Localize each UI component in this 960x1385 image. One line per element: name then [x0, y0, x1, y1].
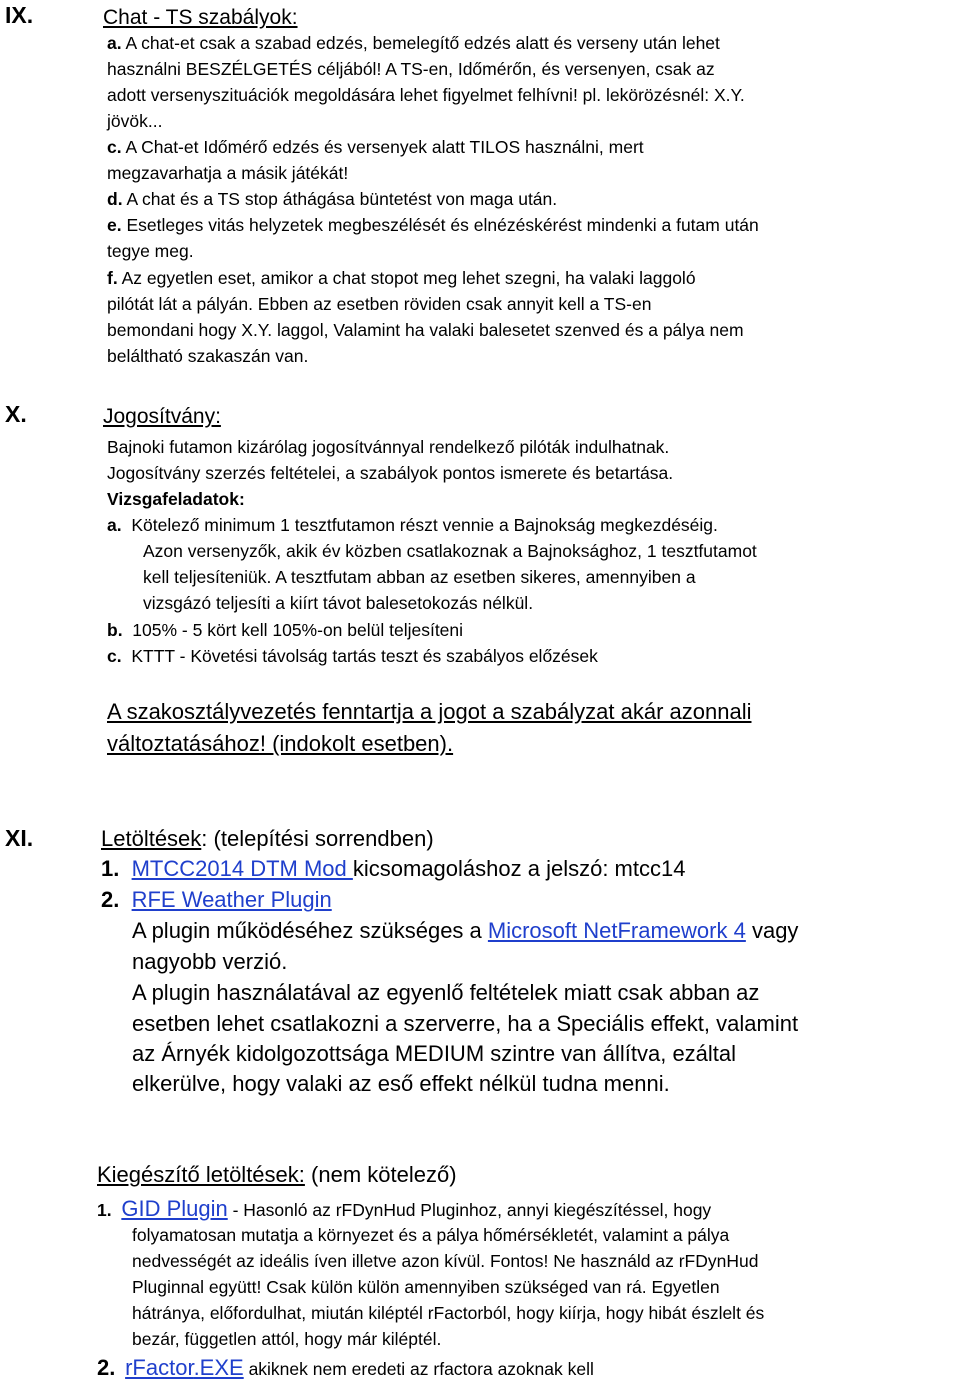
- extra-item-1: [97, 1196, 711, 1222]
- rule-label: c.: [107, 646, 122, 666]
- extras-title: [97, 1162, 457, 1188]
- rule-ix-d-line1: [107, 189, 557, 210]
- mtcc-dtm-mod-link[interactable]: MTCC2014 DTM Mod: [131, 856, 353, 881]
- rule-text: Esetleges vitás helyzetek megbeszélését és elnézéskérést mindenki a futam után: [126, 215, 759, 235]
- section-x-title: Jogosítvány:: [103, 405, 221, 428]
- download-item-2-line4: esetben lehet csatlakozni a szerverre, ha a Speciális effekt, valamint: [132, 1011, 799, 1036]
- section-xi-title: [101, 826, 434, 852]
- downloads-subtitle: : (telepítési sorrendben): [201, 826, 434, 851]
- rule-label: e.: [107, 215, 122, 235]
- extras-subtitle: (nem kötelező): [304, 1162, 457, 1187]
- notice-line-1: A szakosztályvezetés fenntartja a jogot a szabályzat akár azonnali: [107, 699, 752, 724]
- rule-text: 105% - 5 kört kell 105%-on belül teljesíteni: [132, 620, 464, 640]
- rule-ix-a-line1: [107, 33, 720, 54]
- download-item-2-line6: elkerülve, hogy valaki az eső effekt nélkül tudna menni.: [132, 1071, 670, 1096]
- rfactor-exe-link[interactable]: [125, 1355, 244, 1380]
- exam-heading: Vizsgafeladatok:: [107, 489, 245, 509]
- rule-ix-c-line2: megzavarhatja a másik játékát!: [107, 163, 349, 183]
- download-item-2: [101, 887, 332, 913]
- rule-label: d.: [107, 189, 123, 209]
- rfe-weather-plugin-link[interactable]: RFE Weather Plugin: [131, 887, 332, 912]
- rule-ix-a-line2: használni BESZÉLGETÉS céljából! A TS-en, Időmérőn, és versenyen, csak az: [107, 59, 715, 79]
- rule-label: c.: [107, 137, 122, 157]
- notice-line-2: változtatásához! (indokolt esetben).: [107, 731, 454, 756]
- rule-ix-a-line4: jövök...: [107, 111, 163, 131]
- extras-title-main: Kiegészítő letöltések:: [97, 1162, 305, 1187]
- exam-b-line1: [107, 620, 463, 641]
- rule-ix-f-line3: bemondani hogy X.Y. laggol, Valamint ha valaki balesetet szenved és a pálya nem: [107, 320, 744, 340]
- exam-a-line3: kell teljesíteniük. A tesztfutam abban az esetben sikeres, amennyiben a: [143, 567, 696, 587]
- extra-item-1-line6: bezár, független attól, hogy már kiléptél.: [132, 1329, 442, 1349]
- extra-item-1-line3: nedvességét az ideális íven illetve azon kívül. Fontos! Ne használd az rFDynHud: [132, 1251, 759, 1271]
- section-xi-number: XI.: [5, 825, 34, 851]
- rule-ix-e-line1: [107, 215, 759, 236]
- item-number: 1.: [101, 856, 120, 881]
- rule-ix-c-line1: [107, 137, 644, 158]
- extra-item-2: [97, 1355, 594, 1381]
- extra-item-1-line5: hátránya, előfordulhat, miután kiléptél rFactorból, hogy kiírja, hogy hibát észlelt és: [132, 1303, 765, 1323]
- rule-text: A chat és a TS stop áthágása büntetést von maga után.: [126, 189, 558, 209]
- section-ix-title: Chat - TS szabályok:: [103, 6, 298, 29]
- rule-label: f.: [107, 268, 118, 288]
- rule-ix-a-line3: adott versenyszituációk megoldására lehet figyelmet felhívni! pl. leköröz​ésnél: X.Y.: [107, 85, 745, 105]
- item-text: akiknek nem eredeti az rfactora azoknak kell: [243, 1359, 594, 1379]
- section-ix-number: IX.: [5, 2, 34, 28]
- item-number: 2.: [101, 887, 120, 912]
- download-item-2-line1: [132, 918, 798, 944]
- rule-text: KTTT - Követési távolság tartás teszt és szabályos előzések: [131, 646, 598, 666]
- item-number: 2.: [97, 1355, 116, 1380]
- gid-plugin-link[interactable]: GID Plugin: [121, 1196, 228, 1221]
- item-text: - Hasonló az rFDynHud Pluginhoz, annyi kiegészítéssel, hogy: [227, 1200, 712, 1220]
- exam-a-line2: Azon versenyzők, akik év közben csatlakoznak a Bajnoksághoz, 1 tesztfutamot: [143, 541, 757, 561]
- rule-label: b.: [107, 620, 123, 640]
- rule-label: a.: [107, 33, 122, 53]
- license-paragraph-1: Bajnoki futamon kizárólag jogosítvánnyal rendelkező pilóták indulhatnak.: [107, 437, 670, 457]
- item-number: 1.: [97, 1200, 112, 1220]
- download-item-2-line3: A plugin használatával az egyenlő feltételek miatt csak abban az: [132, 980, 760, 1005]
- download-item-2-line5: az Árnyék kidolgozottsága MEDIUM szintre van állítva, ezáltal: [132, 1041, 737, 1066]
- rule-ix-f-line2: pilótát lát a pályán. Ebben az esetben röviden csak annyit kell a TS-en: [107, 294, 652, 314]
- downloads-title: Letöltések: [101, 826, 202, 851]
- license-paragraph-2: Jogosítvány szerzés feltételei, a szabályok pontos ismerete és betartása.: [107, 463, 674, 483]
- exam-a-line4: vizsgázó teljesíti a kiírt távot balesetokozás nélkül.: [143, 593, 534, 613]
- item-text: vagy: [745, 918, 799, 943]
- rule-text: Kötelező minimum 1 tesztfutamon részt vennie a Bajnokság megkezdéséig.: [131, 515, 718, 535]
- rfactor-link-part[interactable]: rFactor: [125, 1355, 194, 1380]
- download-item-2-line2: nagyobb verzió.: [132, 949, 288, 974]
- rule-label: a.: [107, 515, 122, 535]
- item-text: A plugin működéséhez szükséges a: [132, 918, 488, 943]
- rule-text: Az egyetlen eset, amikor a chat stopot meg lehet szegni, ha valaki laggoló: [121, 268, 696, 288]
- section-x-number: X.: [5, 401, 27, 427]
- rule-text: A chat-et csak a szabad edzés, bemelegítő edzés alatt és verseny után lehet: [125, 33, 720, 53]
- extra-item-1-line4: Pluginnal együtt! Csak külön külön amennyiben szükséged van rá. Egyetlen: [132, 1277, 720, 1297]
- rule-ix-f-line1: [107, 268, 696, 289]
- rule-text: A Chat-et Időmérő edzés és versenyek alatt TILOS használni, mert: [125, 137, 644, 157]
- extra-item-1-line2: folyamatosan mutatja a környezet és a pálya hőmérsékletét, valamint a pálya: [132, 1225, 730, 1245]
- rule-ix-e-line2: tegye meg.: [107, 241, 194, 261]
- exam-a-line1: [107, 515, 718, 536]
- download-item-1: [101, 856, 685, 882]
- exam-c-line1: [107, 646, 598, 667]
- exe-link-part[interactable]: .EXE: [193, 1355, 244, 1380]
- item-text: kicsomagoláshoz a jelszó: mtcc14: [352, 856, 686, 881]
- netframework-link[interactable]: Microsoft NetFramework 4: [487, 918, 746, 943]
- rule-ix-f-line4: beláltható szakaszán van.: [107, 346, 309, 366]
